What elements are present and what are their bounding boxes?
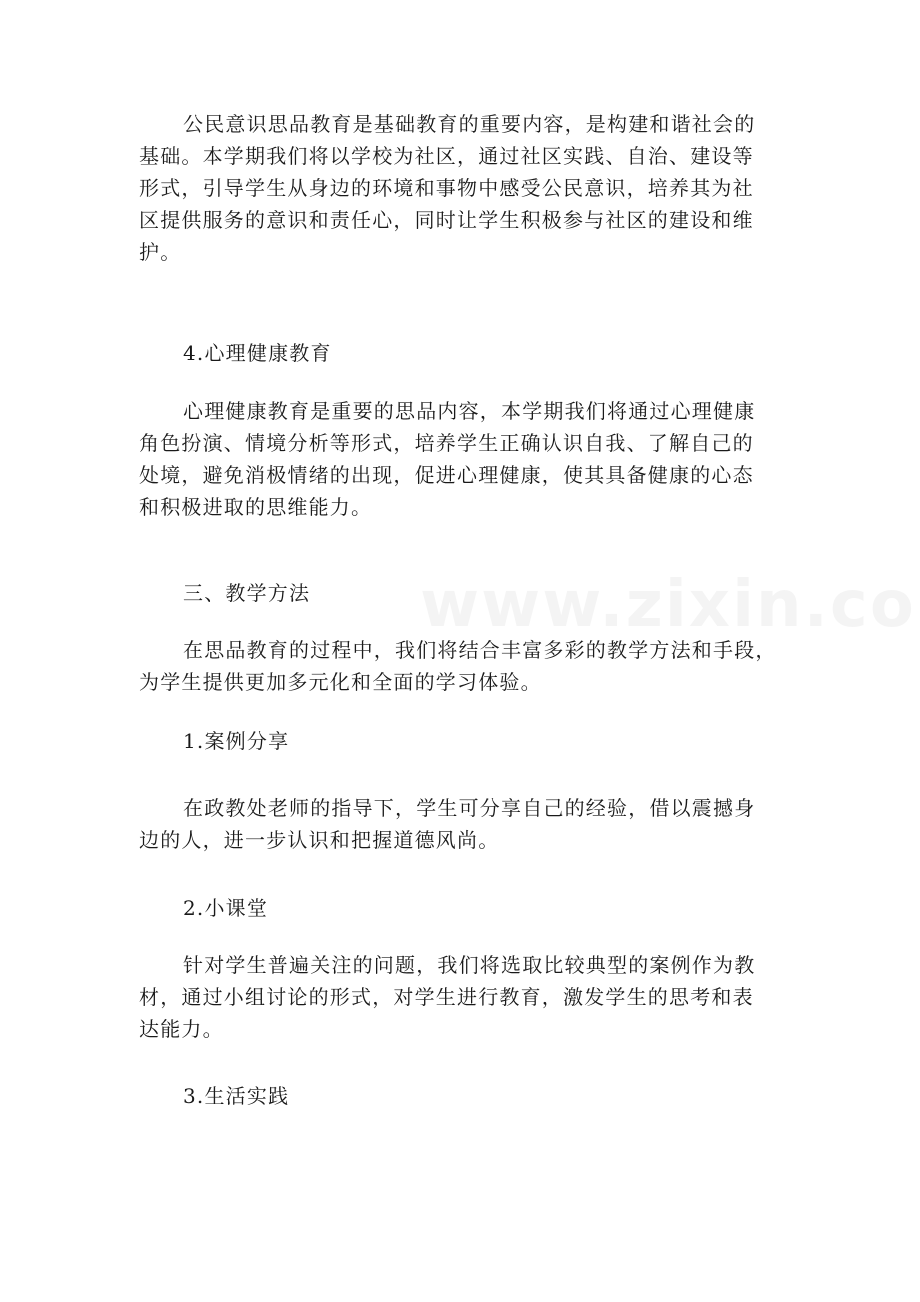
paragraph-line: 护。 <box>139 240 182 264</box>
heading-case-sharing <box>183 725 823 757</box>
paragraph-line: 公民意识思品教育是基础教育的重要内容，是构建和谐社会的 <box>183 112 756 136</box>
paragraph-line: 处境，避免消极情绪的出现，促进心理健康，使其具备健康的心态 <box>139 463 754 487</box>
paragraph-line: 在政教处老师的指导下，学生可分享自己的经验，借以震撼身 <box>183 796 756 820</box>
paragraph-teaching-methods <box>139 634 779 698</box>
heading-teaching-methods <box>183 577 823 609</box>
heading-life-practice <box>183 1080 823 1112</box>
heading-text: 2.小课堂 <box>183 896 269 920</box>
paragraph-line: 在思品教育的过程中，我们将结合丰富多彩的教学方法和手段， <box>183 638 777 662</box>
paragraph-line: 区提供服务的意识和责任心，同时让学生积极参与社区的建设和维 <box>139 208 754 232</box>
paragraph-line: 为学生提供更加多元化和全面的学习体验。 <box>139 670 542 694</box>
paragraph-line: 边的人，进一步认识和把握道德风尚。 <box>139 828 500 852</box>
heading-small-classroom <box>183 892 823 924</box>
paragraph-line: 心理健康教育是重要的思品内容，本学期我们将通过心理健康 <box>183 399 756 423</box>
paragraph-small-classroom <box>139 949 779 1045</box>
paragraph-civic-education <box>139 108 779 268</box>
paragraph-line: 材，通过小组讨论的形式，对学生进行教育，激发学生的思考和表 <box>139 985 754 1009</box>
heading-text: 1.案例分享 <box>183 729 290 753</box>
heading-text: 三、教学方法 <box>183 581 311 605</box>
paragraph-line: 基础。本学期我们将以学校为社区，通过社区实践、自治、建设等 <box>139 144 754 168</box>
paragraph-line: 针对学生普遍关注的问题，我们将选取比较典型的案例作为教 <box>183 953 756 977</box>
heading-mental-health <box>183 337 823 369</box>
paragraph-line: 形式，引导学生从身边的环境和事物中感受公民意识，培养其为社 <box>139 176 754 200</box>
paragraph-line: 角色扮演、情境分析等形式，培养学生正确认识自我、了解自己的 <box>139 431 754 455</box>
heading-text: 3.生活实践 <box>183 1084 290 1108</box>
paragraph-mental-health <box>139 395 779 523</box>
paragraph-case-sharing <box>139 792 779 856</box>
paragraph-line: 和积极进取的思维能力。 <box>139 495 373 519</box>
heading-text: 4.心理健康教育 <box>183 341 332 365</box>
paragraph-line: 达能力。 <box>139 1017 224 1041</box>
